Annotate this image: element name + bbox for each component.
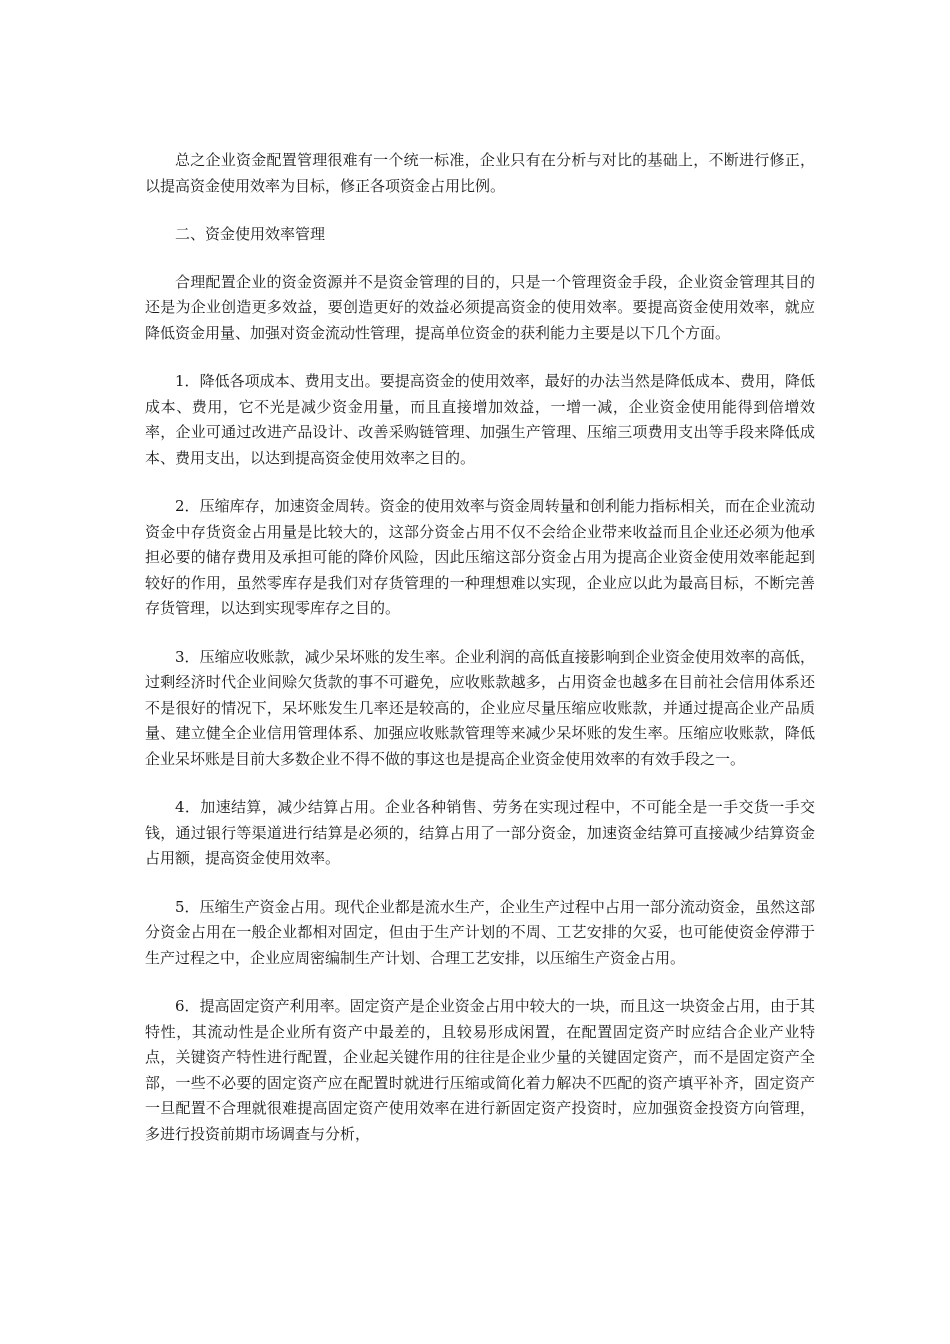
paragraph-item-2: 2．压缩库存，加速资金周转。资金的使用效率与资金周转量和创利能力指标相关，而在企业流动资金中存货资金占用量是比较大的，这部分资金占用不仅不会给企业带来收益而且企业还必须为他承担必要的储存费用及承担可能的降价风险，因此压缩这部分资金占用为提高企业资金使用效率能起到较好的作用，虽然零库存是我们对存货管理的一种理想难以实现，企业应以此为最高目标，不断完善存货管理，以达到实现零库存之目的。 — [145, 497, 815, 617]
section-heading-efficiency: 二、资金使用效率管理 — [175, 225, 326, 243]
paragraph-intro: 合理配置企业的资金资源并不是资金管理的目的，只是一个管理资金手段，企业资金管理其目的还是为企业创造更多效益，要创造更好的效益必须提高资金的使用效率。要提高资金使用效率，就应降低资金用量、加强对资金流动性管理，提高单位资金的获利能力主要是以下几个方面。 — [145, 272, 815, 342]
paragraph-item-4: 4．加速结算，减少结算占用。企业各种销售、劳务在实现过程中，不可能全是一手交货一手交钱，通过银行等渠道进行结算是必须的，结算占用了一部分资金，加速资金结算可直接减少结算资金占用额，提高资金使用效率。 — [145, 798, 815, 867]
document-page — [145, 148, 815, 1170]
paragraph-item-1: 1．降低各项成本、费用支出。要提高资金的使用效率，最好的办法当然是降低成本、费用，降低成本、费用，它不光是减少资金用量，而且直接增加效益，一增一减，企业资金使用能得到倍增效率，企业可通过改进产品设计、改善采购链管理、加强生产管理、压缩三项费用支出等手段来降低成本、费用支出，以达到提高资金使用效率之目的。 — [145, 372, 815, 467]
paragraph-item-3: 3．压缩应收账款，减少呆坏账的发生率。企业利润的高低直接影响到企业资金使用效率的高低，过剩经济时代企业间赊欠货款的事不可避免，应收账款越多，占用资金也越多在目前社会信用体系还不是很好的情况下，呆坏账发生几率还是较高的，企业应尽量压缩应收账款，并通过提高企业产品质量、建立健全企业信用管理体系、加强应收账款管理等来减少呆坏账的发生率。压缩应收账款，降低企业呆坏账是目前大多数企业不得不做的事这也是提高企业资金使用效率的有效手段之一。 — [145, 647, 815, 768]
paragraph-item-6: 6．提高固定资产利用率。固定资产是企业资金占用中较大的一块，而且这一块资金占用，由于其特性，其流动性是企业所有资产中最差的，且较易形成闲置，在配置固定资产时应结合企业产业特点，关键资产特性进行配置，企业起关键作用的往往是企业少量的关键固定资产，而不是固定资产全部，一些不必要的固定资产应在配置时就进行压缩或简化着力解决不匹配的资产填平补齐，固定资产一旦配置不合理就很难提高固定资产使用效率在进行新固定资产投资时，应加强资金投资方向管理，多进行投资前期市场调查与分析， — [145, 997, 815, 1143]
paragraph-item-5: 5．压缩生产资金占用。现代企业都是流水生产，企业生产过程中占用一部分流动资金，虽然这部分资金占用在一般企业都相对固定，但由于生产计划的不周、工艺安排的欠妥，也可能使资金停滞于生产过程之中，企业应周密编制生产计划、合理工艺安排，以压缩生产资金占用。 — [145, 897, 815, 967]
paragraph-summary: 总之企业资金配置管理很难有一个统一标准，企业只有在分析与对比的基础上，不断进行修正，以提高资金使用效率为目标，修正各项资金占用比例。 — [145, 151, 815, 195]
